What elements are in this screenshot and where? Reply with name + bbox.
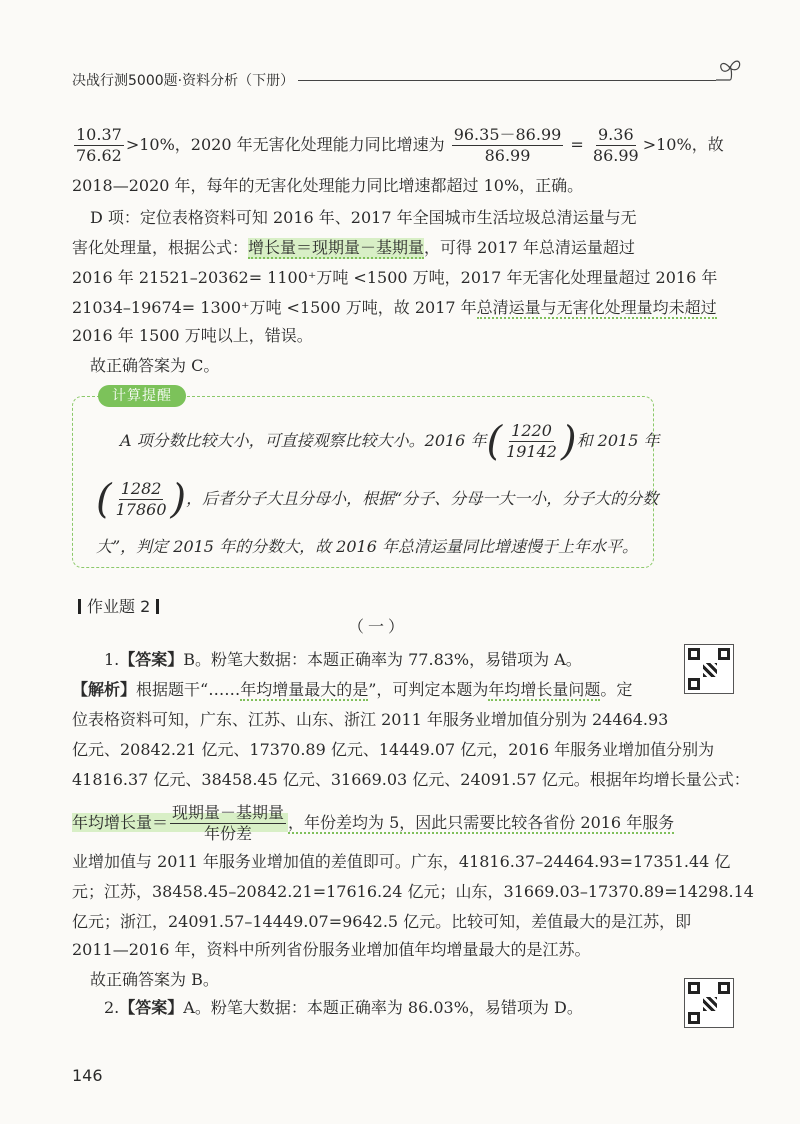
body-line-6: 21034–19674= 1300⁺万吨 <1500 万吨，故 2017 年总清运量与无害化处理量均未超过 — [72, 298, 717, 317]
underlined-phrase: 总清运量与无害化处理量均未超过 — [476, 298, 717, 317]
fraction: $\frac{9.36}{86.99}$ — [592, 125, 639, 165]
fraction: $\frac{10.37}{76.62}$ — [76, 125, 122, 165]
q1-conclusion: 故正确答案为 B。 — [90, 970, 219, 989]
body-line-5: 2016 年 21521–20362= 1100⁺万吨 <1500 万吨，2017 年无害化处理量超过 2016 年 — [72, 268, 718, 287]
formula-highlight: 年均增长量＝ $\frac{\text{现期量－基期量}}{\text{年份差}}$ — [72, 813, 288, 832]
body-line-7: 2016 年 1500 万吨以上，错误。 — [72, 326, 313, 345]
body-line-1: $\frac{10.37}{76.62}$ >10%，2020 年无害化处理能力同比增速为 $\frac{96.35-86.99}{86.99}$ = $\frac{9.36}{86.99}$ >10%，故 — [76, 125, 724, 165]
fraction: $\frac{96.35-86.99}{86.99}$ — [453, 125, 562, 165]
q1-analysis-line-9: 2011—2016 年，资料中所列省份服务业增加值年均增量最大的是江苏。 — [72, 940, 591, 959]
body-line-8: 故正确答案为 C。 — [90, 356, 220, 375]
section-subtitle: （一） — [348, 617, 409, 636]
formula-highlight: 增长量＝现期量－基期量 — [248, 238, 425, 257]
body-line-3: D 项：定位表格资料可知 2016 年、2017 年全国城市生活垃圾总清运量与无 — [90, 208, 637, 227]
tip-line-1: A 项分数比较大小，可直接观察比较大小。2016 年( $\frac{1220}{19142}$ )和 2015 年 — [120, 418, 660, 465]
q1-analysis-line-8: 亿元；浙江，24091.57–14449.07=9642.5 亿元。比较可知，差值最大的是江苏，即 — [72, 912, 692, 931]
fraction: $\frac{1220}{19142}$ — [506, 421, 557, 461]
page-number: 146 — [72, 1066, 103, 1085]
q1-analysis-line-7: 元；江苏，38458.45–20842.21=17616.24 亿元；山东，31669.03–17370.89=14298.14 — [72, 882, 754, 901]
sprout-icon — [712, 56, 746, 86]
calculation-tip-label: 计算提醒 — [98, 385, 186, 407]
body-line-4: 害化处理量，根据公式：增长量＝现期量－基期量，可得 2017 年总清运量超过 — [72, 238, 635, 257]
running-header-title: 决战行测5000题·资料分析（下册） — [72, 73, 295, 89]
header-rule — [298, 80, 716, 81]
q1-analysis-line-4: 41816.37 亿元、38458.45 亿元、31669.03 亿元、24091.57 亿元。根据年均增长量公式： — [72, 770, 750, 789]
qr-code-icon — [684, 644, 734, 694]
q1-analysis-line-6: 业增加值与 2011 年服务业增加值的差值即可。广东，41816.37–24464.93=17351.44 亿 — [72, 852, 731, 871]
fraction: $\frac{1282}{17860}$ — [115, 479, 167, 519]
q2-answer-line: 2.【答案】A。粉笔大数据：本题正确率为 86.03%，易错项为 D。 — [104, 998, 583, 1017]
q1-analysis-line-1: 【解析】根据题干“……年均增量最大的是”，可判定本题为年均增长量问题。定 — [72, 680, 633, 699]
section-title: 作业题 2 — [72, 594, 165, 617]
tip-line-3: 大”，判定 2015 年的分数大，故 2016 年总清运量同比增速慢于上年水平。 — [96, 537, 638, 556]
q1-analysis-line-2: 位表格资料可知，广东、江苏、山东、浙江 2011 年服务业增加值分别为 24464.93 — [72, 710, 669, 729]
tip-line-2: ( $\frac{1282}{17860}$ )，后者分子大且分母小，根据“分子、分母一大一小，分子大的分数 — [96, 476, 659, 523]
qr-code-icon — [684, 978, 734, 1028]
q1-analysis-line-3: 亿元、20842.21 亿元、17370.89 亿元、14449.07 亿元，2016 年服务业增加值分别为 — [72, 740, 715, 759]
q1-answer-line: 1.【答案】B。粉笔大数据：本题正确率为 77.83%，易错项为 A。 — [104, 650, 582, 669]
body-line-2: 2018—2020 年，每年的无害化处理能力同比增速都超过 10%，正确。 — [72, 176, 584, 195]
q1-formula-line: 年均增长量＝ $\frac{\text{现期量－基期量}}{\text{年份差}}$ ，年份差均为 5，因此只需要比较各省份 2016 年服务 — [72, 803, 675, 843]
